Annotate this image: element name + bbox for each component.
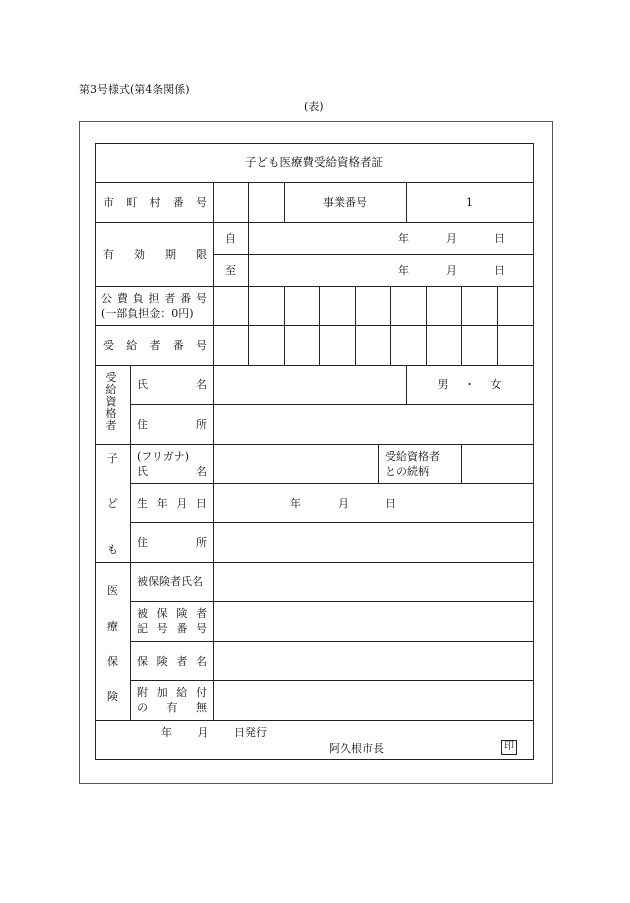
sex-options: 男 ・ 女: [437, 378, 502, 391]
insured-name-label: 被保険者氏名: [137, 575, 203, 588]
eligible-person-group-label: 受 給 資 格 者: [105, 371, 117, 432]
rule: [130, 522, 533, 523]
birth-month-label: 月: [338, 497, 349, 510]
rule: [130, 641, 533, 642]
extra-benefit-label: 附 加 給 付: [137, 686, 207, 699]
insurance-group-char-4: 険: [107, 690, 118, 703]
rule: [130, 365, 131, 720]
seal-box: 印: [501, 740, 517, 755]
rule: [284, 286, 285, 365]
rule: [95, 222, 533, 223]
from-day-label: 日: [494, 232, 505, 245]
child-address-label: 住 所: [137, 536, 207, 549]
to-day-label: 日: [494, 264, 505, 277]
rule: [130, 404, 533, 405]
rule: [95, 720, 533, 721]
rule: [461, 286, 462, 365]
rule: [95, 562, 533, 563]
child-group-char-3: も: [107, 543, 118, 556]
rule: [213, 254, 533, 255]
rule: [95, 444, 533, 445]
to-month-label: 月: [446, 264, 457, 277]
card-title: 子ども医療費受給資格者証: [245, 155, 383, 169]
public-payer-note: (一部負担金：0円): [101, 307, 194, 320]
validity-from-label: 自: [225, 232, 236, 245]
insurance-group-char-2: 療: [107, 620, 118, 633]
rule: [248, 286, 249, 365]
issuer-name: 阿久根市長: [329, 742, 384, 755]
validity-label: 有 効 期 限: [103, 248, 207, 261]
child-group-char-2: ど: [107, 497, 118, 510]
insured-symbol-label-2: 記 号 番 号: [137, 622, 207, 635]
public-payer-label: 公 費 負 担 者 番 号: [101, 292, 207, 305]
rule: [248, 222, 249, 286]
municipality-number-label: 市 町 村 番 号: [103, 196, 207, 209]
rule: [461, 444, 462, 483]
insurer-name-label: 保 険 者 名: [137, 655, 207, 668]
rule: [130, 483, 533, 484]
birthdate-label: 生 年 月 日: [137, 497, 207, 510]
rule: [130, 680, 533, 681]
issue-date: 年 月 日発行: [161, 726, 267, 739]
relation-label-2: との続柄: [385, 465, 429, 478]
rule: [95, 365, 533, 366]
form-reference: 第3号様式(第4条関係): [79, 83, 190, 96]
birth-day-label: 日: [385, 497, 396, 510]
rule: [95, 325, 533, 326]
rule: [130, 601, 533, 602]
side-indicator: (表): [304, 100, 324, 113]
name-label: 氏 名: [137, 378, 207, 391]
rule: [213, 182, 214, 720]
extra-benefit-label-2: の 有 無: [137, 701, 207, 714]
rule: [390, 286, 391, 365]
rule: [355, 286, 356, 365]
rule: [426, 286, 427, 365]
business-number-value: 1: [466, 196, 473, 209]
birth-year-label: 年: [290, 497, 301, 510]
child-group-char-1: 子: [107, 452, 118, 465]
rule: [319, 286, 320, 365]
insured-symbol-label: 被 保 険 者: [137, 607, 207, 620]
insurance-group-char-3: 保: [107, 655, 118, 668]
child-name-label: 氏 名: [137, 465, 207, 478]
from-month-label: 月: [446, 232, 457, 245]
rule: [248, 182, 249, 222]
rule: [378, 444, 379, 483]
insurance-group-char-1: 医: [107, 584, 118, 597]
relation-label: 受給資格者: [385, 450, 440, 463]
rule: [95, 182, 533, 183]
address-label: 住 所: [137, 418, 207, 431]
recipient-number-label: 受 給 者 番 号: [103, 339, 207, 352]
from-year-label: 年: [398, 232, 409, 245]
to-year-label: 年: [398, 264, 409, 277]
business-number-label: 事業番号: [323, 196, 367, 209]
rule: [497, 286, 498, 365]
validity-to-label: 至: [225, 264, 236, 277]
furigana-label: (フリガナ): [137, 450, 190, 463]
rule: [95, 286, 533, 287]
